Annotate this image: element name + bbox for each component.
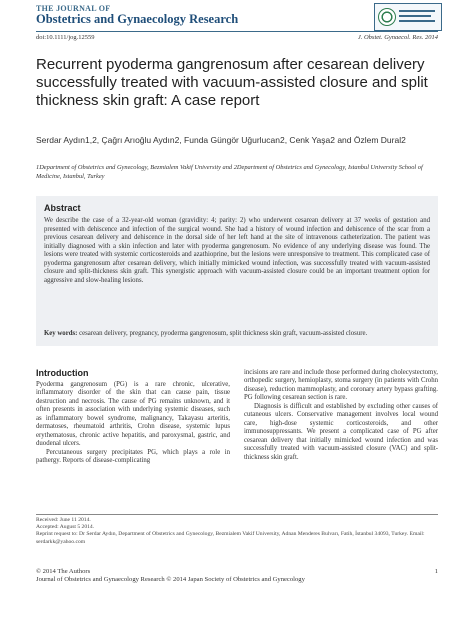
logo-decor-line xyxy=(399,15,431,17)
doi: doi:10.1111/jog.12559 xyxy=(36,34,95,41)
left-column xyxy=(36,381,230,466)
abstract-text: We describe the case of a 32-year-old woman (gravidity: 4; parity: 2) who underwent cesarean delivery at 37 weeks of gestation and presented with dehiscence and infection of the surgical wound. She had a history of wound infection and dehiscence of the scar from a previous cesarean delivery and dehiscence in the dorsal side of her left hand at the site of intravenous catheterization. The patient was initially diagnosed with a skin infection and later with pyoderma gangrenosum. No evidence of any underlying disease was found. The lesions were treated with systemic corticosteroids and azathioprine, but the lesions were unresponsive to treatment. This complicated case of pyoderma gangrenosum after cesarean delivery, which initially mimicked wound infection, was successfully treated with vacuum-assisted closure and split-thickness skin graft. This synergistic approach with vacuum-assisted closure could be an important treatment option for aggressive and slow-healing lesions. xyxy=(44,217,430,284)
affiliations: 1Department of Obstetrics and Gynecology, Bezmialem Vakif University and 2Department of Obstetrics and Gynecology, Istanbul University School of Medicine, Istanbul, Turkey xyxy=(36,164,423,180)
intro-paragraph: Pyoderma gangrenosum (PG) is a rare chronic, ulcerative, inflammatory disorder of the skin that can cause pain, tissue destruction and necrosis. The cause of PG remains unknown, and it often presents in association with underlying systemic diseases, such as inflammatory bowel syndrome, malignancy, Takayasu arteritis, dermatoses, rheumatoid arthritis, Crohn disease, systemic lupus erythematosus, chronic active hepatitis, and paroxysmal, gastric, and duodenal ulcers. xyxy=(36,381,230,448)
keywords-list: cesarean delivery, pregnancy, pyoderma gangrenosum, split thickness skin graft, vacuum-assisted closure. xyxy=(79,330,368,337)
society-seal-icon xyxy=(378,8,396,26)
right-column xyxy=(244,369,438,462)
logo-decor-line xyxy=(399,20,435,22)
abstract-heading: Abstract xyxy=(44,203,81,213)
footnotes xyxy=(36,517,438,546)
article-title: Recurrent pyoderma gangrenosum after cesarean delivery successfully treated with vacuum-assisted closure and split thickness skin graft: A case report xyxy=(36,56,428,109)
introduction-heading: Introduction xyxy=(36,368,89,378)
intro-paragraph: Percutaneous surgery precipitates PG, which plays a role in pathergy. Reports of disease-complicating xyxy=(36,448,230,465)
intro-paragraph: incisions are rare and include those performed during cholecystectomy, orthopedic surgery, hemioplasty, stoma surgery (in patients with Crohn disease), reduction mammoplasty, and coronary artery bypass grafting. PG following cesarean section is rare. xyxy=(244,369,438,402)
copyright-line: Journal of Obstetrics and Gynaecology Research © 2014 Japan Society of Obstetrics and Gynecology xyxy=(36,576,305,583)
footnote-rule xyxy=(36,514,438,515)
logo-decor-line xyxy=(399,10,435,12)
header-rule xyxy=(36,31,438,32)
intro-paragraph: Diagnosis is difficult and established by excluding other causes of cutaneous ulcers. Conservative management involves local wound care, high-dose systemic corticosteroids, and other immunosuppressants. We present a complicated case of PG after cesarean delivery that initially mimicked wound infection and was successfully treated with vacuum-assisted closure (VAC) and split-thickness skin graft. xyxy=(244,402,438,461)
author-list: Serdar Aydın1,2, Çağrı Arıoğlu Aydın2, Funda Güngör Uğurlucan2, Cenk Yaşa2 and Özlem Dural2 xyxy=(36,135,406,145)
copyright-footer xyxy=(36,568,305,584)
copyright-line: © 2014 The Authors xyxy=(36,568,91,575)
accepted-date: Accepted: August 5 2014. xyxy=(36,524,95,531)
journal-logo-prefix: THE JOURNAL OF xyxy=(36,4,111,13)
keywords xyxy=(44,330,430,339)
received-date: Received: June 11 2014. xyxy=(36,517,91,523)
society-logo-icon xyxy=(374,3,442,31)
reprint-request: Reprint request to: Dr Serdar Aydın, Department of Obstetrics and Gynecology, Bezmialem Vakif University, Adnan Menderes Bulvarı, Fatih, İstanbul 34093, Turkey. Email: serdarkk@yahoo.com xyxy=(36,531,425,545)
journal-name: Obstetrics and Gynaecology Research xyxy=(36,12,239,26)
journal-citation: J. Obstet. Gynaecol. Res. 2014 xyxy=(357,34,438,41)
page-number: 1 xyxy=(434,568,438,575)
journal-logo xyxy=(36,4,376,28)
keywords-label: Key words: xyxy=(44,330,78,337)
